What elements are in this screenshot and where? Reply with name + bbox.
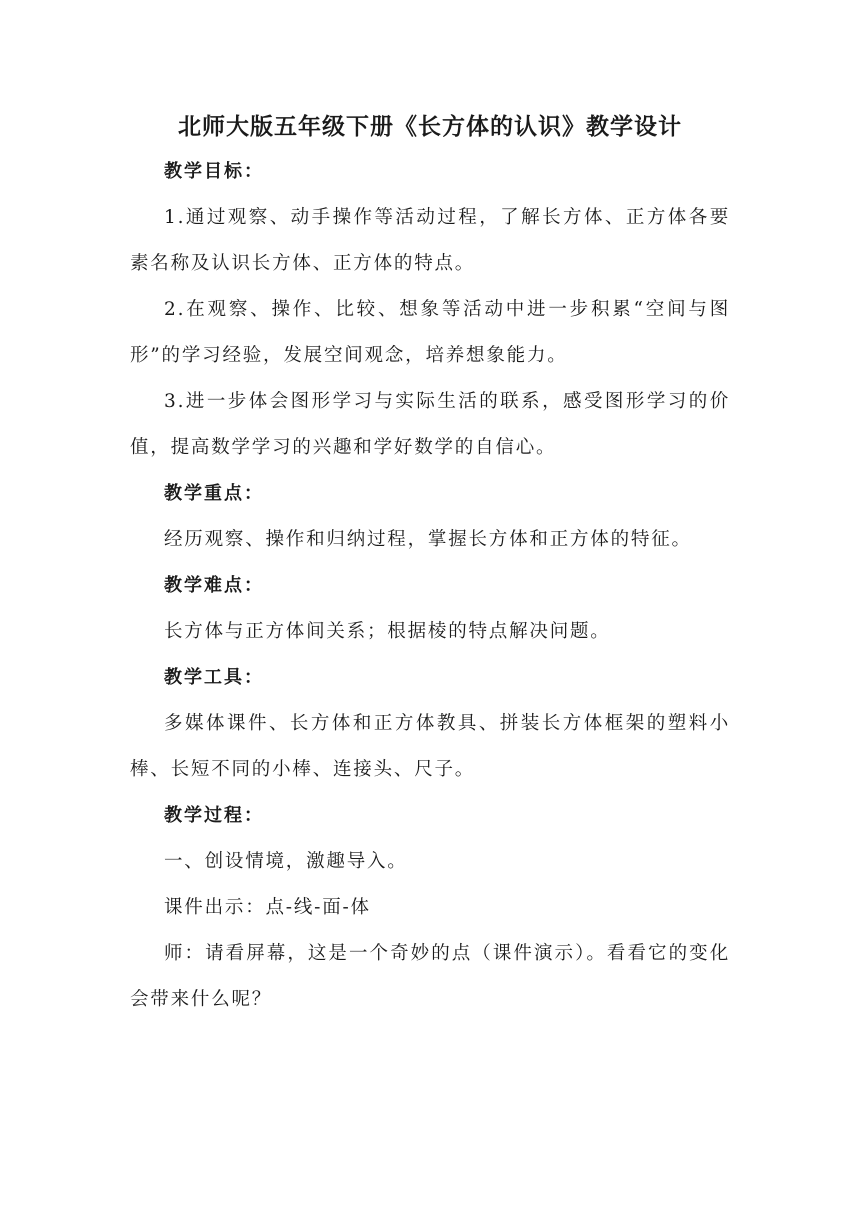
process-item-3: 师：请看屏幕，这是一个奇妙的点（课件演示）。看看它的变化会带来什么呢？ — [130, 943, 730, 1010]
objective-item-1: 1.通过观察、动手操作等活动过程，了解长方体、正方体各要素名称及认识长方体、正方体的特点。 — [130, 207, 730, 274]
document-title: 北师大版五年级下册《长方体的认识》教学设计 — [178, 114, 682, 140]
process-item-2: 课件出示：点-线-面-体 — [164, 897, 371, 918]
objectives-heading: 教学目标： — [164, 161, 264, 182]
tools-text: 多媒体课件、长方体和正方体教具、拼装长方体框架的塑料小棒、长短不同的小棒、连接头、尺子。 — [130, 713, 730, 780]
key-points-text: 经历观察、操作和归纳过程，掌握长方体和正方体的特征。 — [164, 529, 692, 550]
objective-item-2: 2.在观察、操作、比较、想象等活动中进一步积累“空间与图形”的学习经验，发展空间观念，培养想象能力。 — [130, 299, 730, 366]
objective-item-3: 3.进一步体会图形学习与实际生活的联系，感受图形学习的价值，提高数学学习的兴趣和学好数学的自信心。 — [130, 391, 730, 458]
difficulties-heading: 教学难点： — [164, 575, 264, 596]
document-page — [130, 105, 730, 1023]
difficulties-text: 长方体与正方体间关系；根据棱的特点解决问题。 — [164, 621, 611, 642]
key-points-heading: 教学重点： — [164, 483, 264, 504]
tools-heading: 教学工具： — [164, 667, 264, 688]
process-item-1: 一、创设情境，激趣导入。 — [164, 851, 408, 872]
process-heading: 教学过程： — [164, 805, 264, 826]
